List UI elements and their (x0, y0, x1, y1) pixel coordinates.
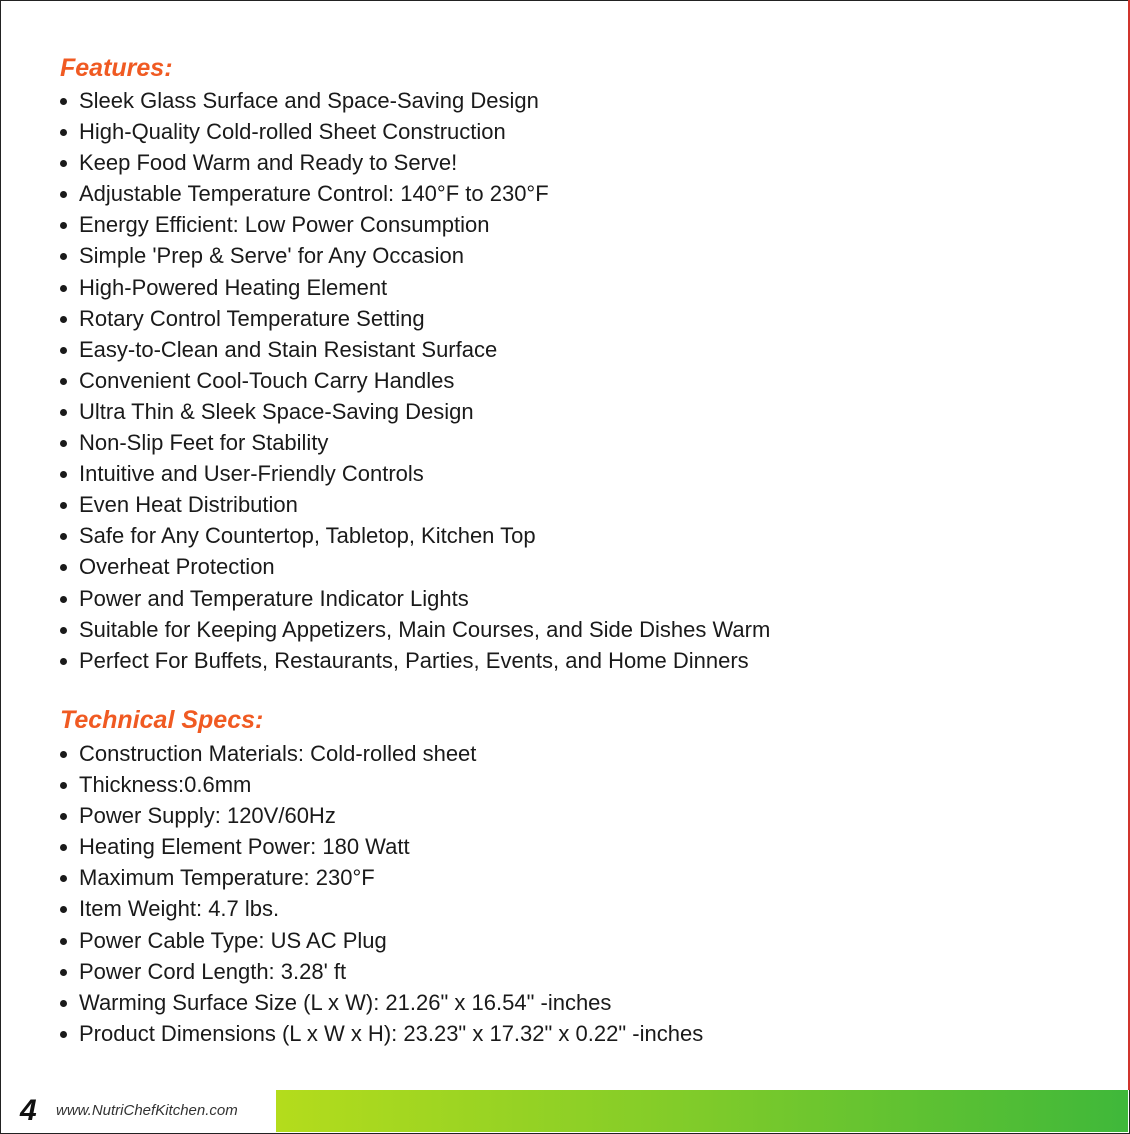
spec-item-text: Power Supply: 120V/60Hz (79, 803, 336, 829)
feature-item (58, 458, 770, 489)
feature-item (58, 85, 770, 116)
bullet-icon (60, 751, 67, 758)
spec-item (58, 862, 703, 893)
bullet-icon (60, 129, 67, 136)
spec-item-text: Construction Materials: Cold-rolled sheet (79, 741, 477, 766)
spec-item-text: Warming Surface Size (L x W): 21.26" x 16.54" -inches (79, 989, 612, 1015)
bullet-icon (60, 471, 67, 478)
bullet-icon (60, 906, 67, 913)
bullet-icon (60, 844, 67, 851)
bullet-icon (60, 378, 67, 385)
feature-item-text: Non-Slip Feet for Stability (79, 430, 329, 456)
page-number: 4 (20, 1094, 37, 1127)
bullet-icon (60, 813, 67, 820)
feature-item (58, 272, 770, 303)
feature-item-text: High-Powered Heating Element (79, 274, 388, 300)
bullet-icon (60, 316, 67, 323)
feature-item-text: Simple 'Prep & Serve' for Any Occasion (79, 243, 465, 269)
feature-item-text: Even Heat Distribution (79, 492, 298, 518)
feature-item-text: Suitable for Keeping Appetizers, Main Courses, and Side Dishes Warm (79, 616, 771, 642)
feature-item (58, 551, 770, 582)
spec-item (58, 956, 703, 987)
features-list (58, 85, 770, 676)
footer-gradient-bar (276, 1090, 1128, 1132)
feature-item (58, 240, 770, 271)
bullet-icon (60, 627, 67, 634)
bullet-icon (60, 875, 67, 882)
bullet-icon (60, 969, 67, 976)
spec-item-text: Item Weight: 4.7 lbs. (79, 896, 280, 922)
bullet-icon (60, 253, 67, 260)
page-footer (0, 1090, 1128, 1132)
feature-item-text: Convenient Cool-Touch Carry Handles (79, 367, 455, 393)
feature-item-text: Perfect For Buffets, Restaurants, Parties, Events, and Home Dinners (79, 647, 749, 673)
bullet-icon (60, 596, 67, 603)
spec-item (58, 738, 703, 769)
feature-item-text: Rotary Control Temperature Setting (79, 305, 425, 331)
feature-item (58, 303, 770, 334)
feature-item (58, 583, 770, 614)
bullet-icon (60, 191, 67, 198)
spec-item-text: Maximum Temperature: 230°F (79, 865, 375, 891)
feature-item-text: Keep Food Warm and Ready to Serve! (79, 150, 458, 176)
bullet-icon (60, 409, 67, 416)
bullet-icon (60, 1031, 67, 1038)
spec-item-text: Power Cable Type: US AC Plug (79, 927, 387, 953)
spec-item (58, 831, 703, 862)
bullet-icon (60, 347, 67, 354)
bullet-icon (60, 285, 67, 292)
feature-item (58, 178, 770, 209)
feature-item-text: Power and Temperature Indicator Lights (79, 585, 469, 611)
feature-item-text: Energy Efficient: Low Power Consumption (79, 212, 490, 238)
feature-item-text: Easy-to-Clean and Stain Resistant Surface (79, 336, 498, 362)
spec-item-text: Heating Element Power: 180 Watt (79, 834, 410, 860)
bullet-icon (60, 782, 67, 789)
features-heading: Features: (60, 54, 173, 82)
bullet-icon (60, 222, 67, 229)
feature-item (58, 614, 770, 645)
bullet-icon (60, 160, 67, 167)
spec-item-text: Product Dimensions (L x W x H): 23.23" x 17.32" x 0.22" -inches (79, 1020, 704, 1046)
feature-item (58, 365, 770, 396)
feature-item-text: Safe for Any Countertop, Tabletop, Kitchen Top (79, 523, 536, 549)
website-url-link[interactable]: www.NutriChefKitchen.com (56, 1102, 238, 1119)
spec-item (58, 925, 703, 956)
bullet-icon (60, 440, 67, 447)
spec-item (58, 800, 703, 831)
bullet-icon (60, 1000, 67, 1007)
feature-item (58, 116, 770, 147)
feature-item (58, 147, 770, 178)
feature-item (58, 520, 770, 551)
bullet-icon (60, 533, 67, 540)
bullet-icon (60, 98, 67, 105)
feature-item-text: Adjustable Temperature Control: 140°F to 230°F (79, 181, 549, 207)
feature-item-text: High-Quality Cold-rolled Sheet Construction (79, 119, 506, 145)
feature-item (58, 427, 770, 458)
spec-item (58, 769, 703, 800)
bullet-icon (60, 564, 67, 571)
spec-item (58, 987, 703, 1018)
feature-item (58, 334, 770, 365)
feature-item-text: Overheat Protection (79, 554, 275, 580)
spec-item (58, 1018, 703, 1049)
feature-item (58, 645, 770, 676)
bullet-icon (60, 502, 67, 509)
feature-item-text: Sleek Glass Surface and Space-Saving Design (79, 88, 539, 113)
spec-item (58, 893, 703, 924)
spec-item-text: Thickness:0.6mm (79, 772, 252, 798)
technical-specs-heading: Technical Specs: (60, 706, 264, 734)
bullet-icon (60, 938, 67, 945)
feature-item (58, 396, 770, 427)
feature-item-text: Intuitive and User-Friendly Controls (79, 461, 424, 487)
feature-item (58, 489, 770, 520)
technical-specs-list (58, 738, 703, 1049)
bullet-icon (60, 658, 67, 665)
feature-item (58, 209, 770, 240)
feature-item-text: Ultra Thin & Sleek Space-Saving Design (79, 398, 474, 424)
spec-item-text: Power Cord Length: 3.28' ft (79, 958, 347, 984)
